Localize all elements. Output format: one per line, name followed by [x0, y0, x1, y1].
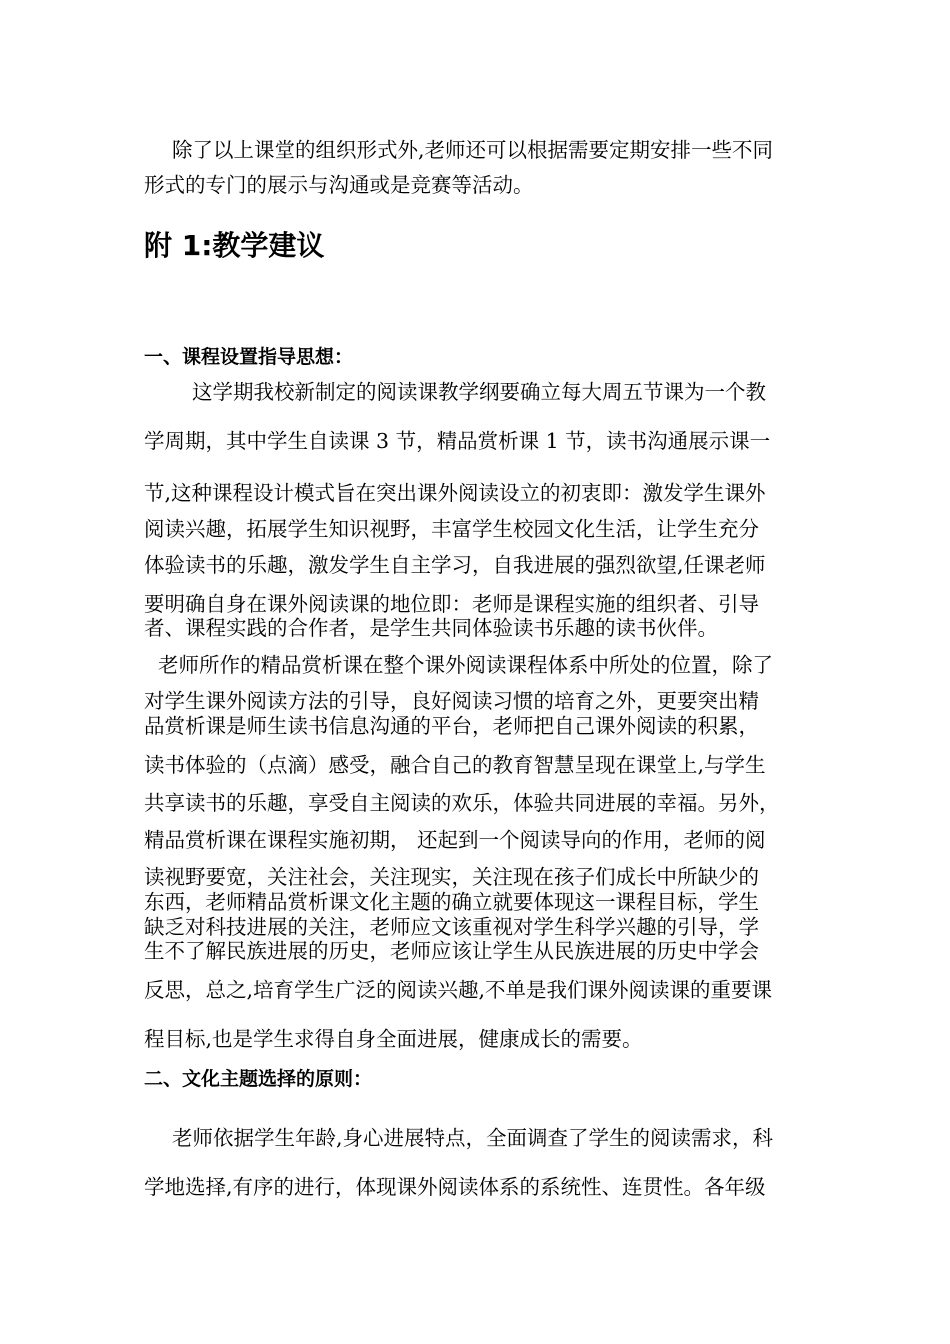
section2-heading: 二、文化主题选择的原则：	[144, 1068, 373, 1090]
section1-line-19: 程目标,也是学生求得自身全面进展，健康成长的需要。	[144, 1027, 643, 1051]
section1-line-14: 读视野要宽，关注社会，关注现实，关注现在孩子们成长中所缺少的	[144, 865, 759, 889]
section1-line-9: 对学生课外阅读方法的引导，良好阅读习惯的培育之外，更要突出精	[144, 689, 759, 713]
intro-line-2: 形式的专门的展示与沟通或是竞赛等活动。	[144, 173, 534, 197]
section1-line-3: 节,这种课程设计模式旨在突出课外阅读设立的初衷即：激发学生课外	[144, 481, 766, 505]
section1-line-10: 品赏析课是师生读书信息沟通的平台，老师把自己课外阅读的积累，	[144, 714, 759, 738]
section1-line-17: 生不了解民族进展的历史，老师应该让学生从民族进展的历史中学会	[144, 939, 759, 963]
section1-line-2: 学周期，其中学生自读课 3 节，精品赏析课 1 节，读书沟通展示课一	[144, 429, 771, 453]
section1-line-18: 反思，总之,培育学生广泛的阅读兴趣,不单是我们课外阅读课的重要课	[144, 978, 773, 1002]
section2-line-2: 学地选择,有序的进行，体现课外阅读体系的系统性、连贯性。各年级	[144, 1175, 766, 1199]
section1-line-6: 要明确自身在课外阅读课的地位即：老师是课程实施的组织者、引导	[144, 592, 759, 616]
section1-line-7: 者、课程实践的合作者，是学生共同体验读书乐趣的读书伙伴。	[144, 616, 718, 640]
section1-line-13: 精品赏析课在课程实施初期， 还起到一个阅读导向的作用，老师的阅	[144, 828, 766, 852]
section1-line-16: 缺乏对科技进展的关注，老师应文该重视对学生科学兴趣的引导，学	[144, 915, 759, 939]
intro-line-1: 除了以上课堂的组织形式外,老师还可以根据需要定期安排一些不同	[172, 138, 774, 162]
section2-line-1: 老师依据学生年龄,身心进展特点，全面调查了学生的阅读需求，科	[172, 1126, 774, 1150]
section1-line-12: 共享读书的乐趣，享受自主阅读的欢乐，体验共同进展的幸福。另外，	[144, 791, 780, 815]
section1-line-15: 东西，老师精品赏析课文化主题的确立就要体现这一课程目标，学生	[144, 890, 759, 914]
section1-heading: 一、课程设置指导思想：	[144, 346, 354, 368]
section1-line-8: 老师所作的精品赏析课在整个课外阅读课程体系中所处的位置，除了	[158, 653, 773, 677]
section1-line-5: 体验读书的乐趣，激发学生自主学习，自我进展的强烈欲望,任课老师	[144, 553, 766, 577]
section1-line-1: 这学期我校新制定的阅读课教学纲要确立每大周五节课为一个教	[192, 380, 766, 404]
section1-line-4: 阅读兴趣，拓展学生知识视野，丰富学生校园文化生活，让学生充分	[144, 517, 759, 541]
section1-line-11: 读书体验的（点滴）感受，融合自己的教育智慧呈现在课堂上,与学生	[144, 753, 766, 777]
appendix-title: 附 1:教学建议	[144, 229, 325, 262]
